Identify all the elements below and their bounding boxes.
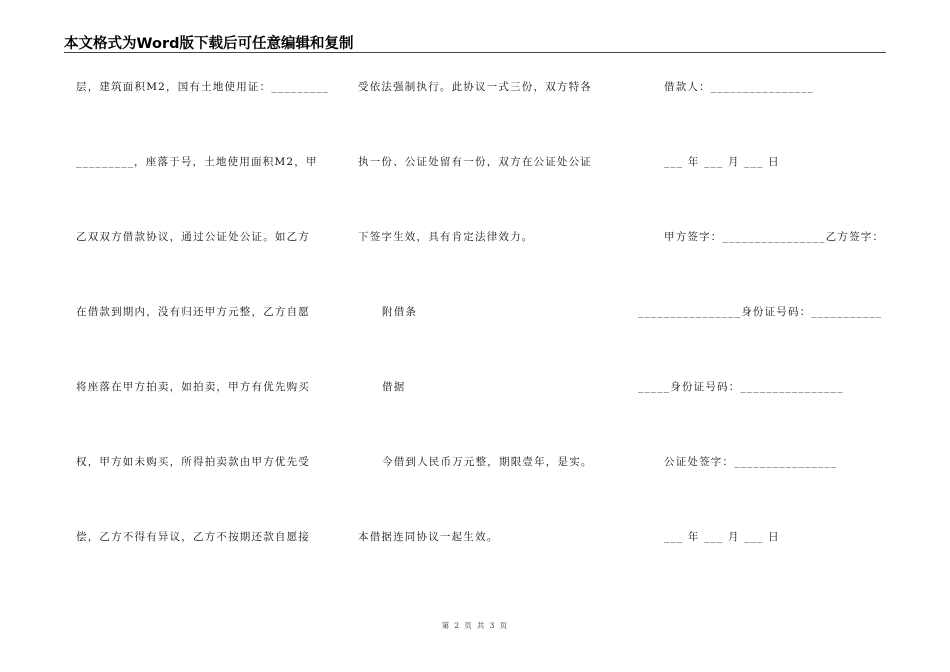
borrower-signature-line: 借款人：________________	[664, 81, 814, 93]
id-number-line: ________________身份证号码：___________	[638, 306, 883, 318]
text-line: 将座落在甲方拍卖，如拍卖，甲方有优先购买	[76, 381, 310, 393]
text-line: 本借据连同协议一起生效。	[358, 531, 499, 543]
text-line: 今借到人民币万元整，期限壹年，是实。	[382, 456, 593, 468]
text-line: 层，建筑面积M2，国有土地使用证：_________	[76, 81, 330, 93]
text-line: 下签字生效，具有肯定法律效力。	[358, 231, 534, 243]
attachment-heading: 附借条	[382, 306, 418, 318]
text-line: 乙双双方借款协议，通过公证处公证。如乙方	[76, 231, 310, 243]
notary-signature-line: 公证处签字：________________	[664, 456, 838, 468]
document-header-title: 本文格式为Word版下载后可任意编辑和复制	[64, 36, 354, 52]
text-line: 受依法强制执行。此协议一式三份，双方特各	[358, 81, 592, 93]
text-line: 权，甲方如未购买，所得拍卖款由甲方优先受	[76, 456, 310, 468]
text-line: 在借款到期内，没有归还甲方元整，乙方自愿	[76, 306, 310, 318]
date-line: ___ 年 ___ 月 ___ 日	[664, 156, 780, 168]
text-line: 偿，乙方不得有异议，乙方不按期还款自愿接	[76, 531, 310, 543]
date-line: ___ 年 ___ 月 ___ 日	[664, 531, 780, 543]
id-number-line: _____身份证号码：________________	[638, 381, 844, 393]
text-line: 执一份、公证处留有一份，双方在公证处公证	[358, 156, 592, 168]
receipt-heading: 借据	[382, 381, 406, 393]
text-line: _________，座落于号，土地使用面积M2，甲	[76, 156, 318, 168]
party-signature-line: 甲方签字：________________乙方签字：	[664, 231, 885, 243]
page-number: 第 2 页 共 3 页	[441, 621, 509, 630]
header-divider	[64, 52, 886, 53]
